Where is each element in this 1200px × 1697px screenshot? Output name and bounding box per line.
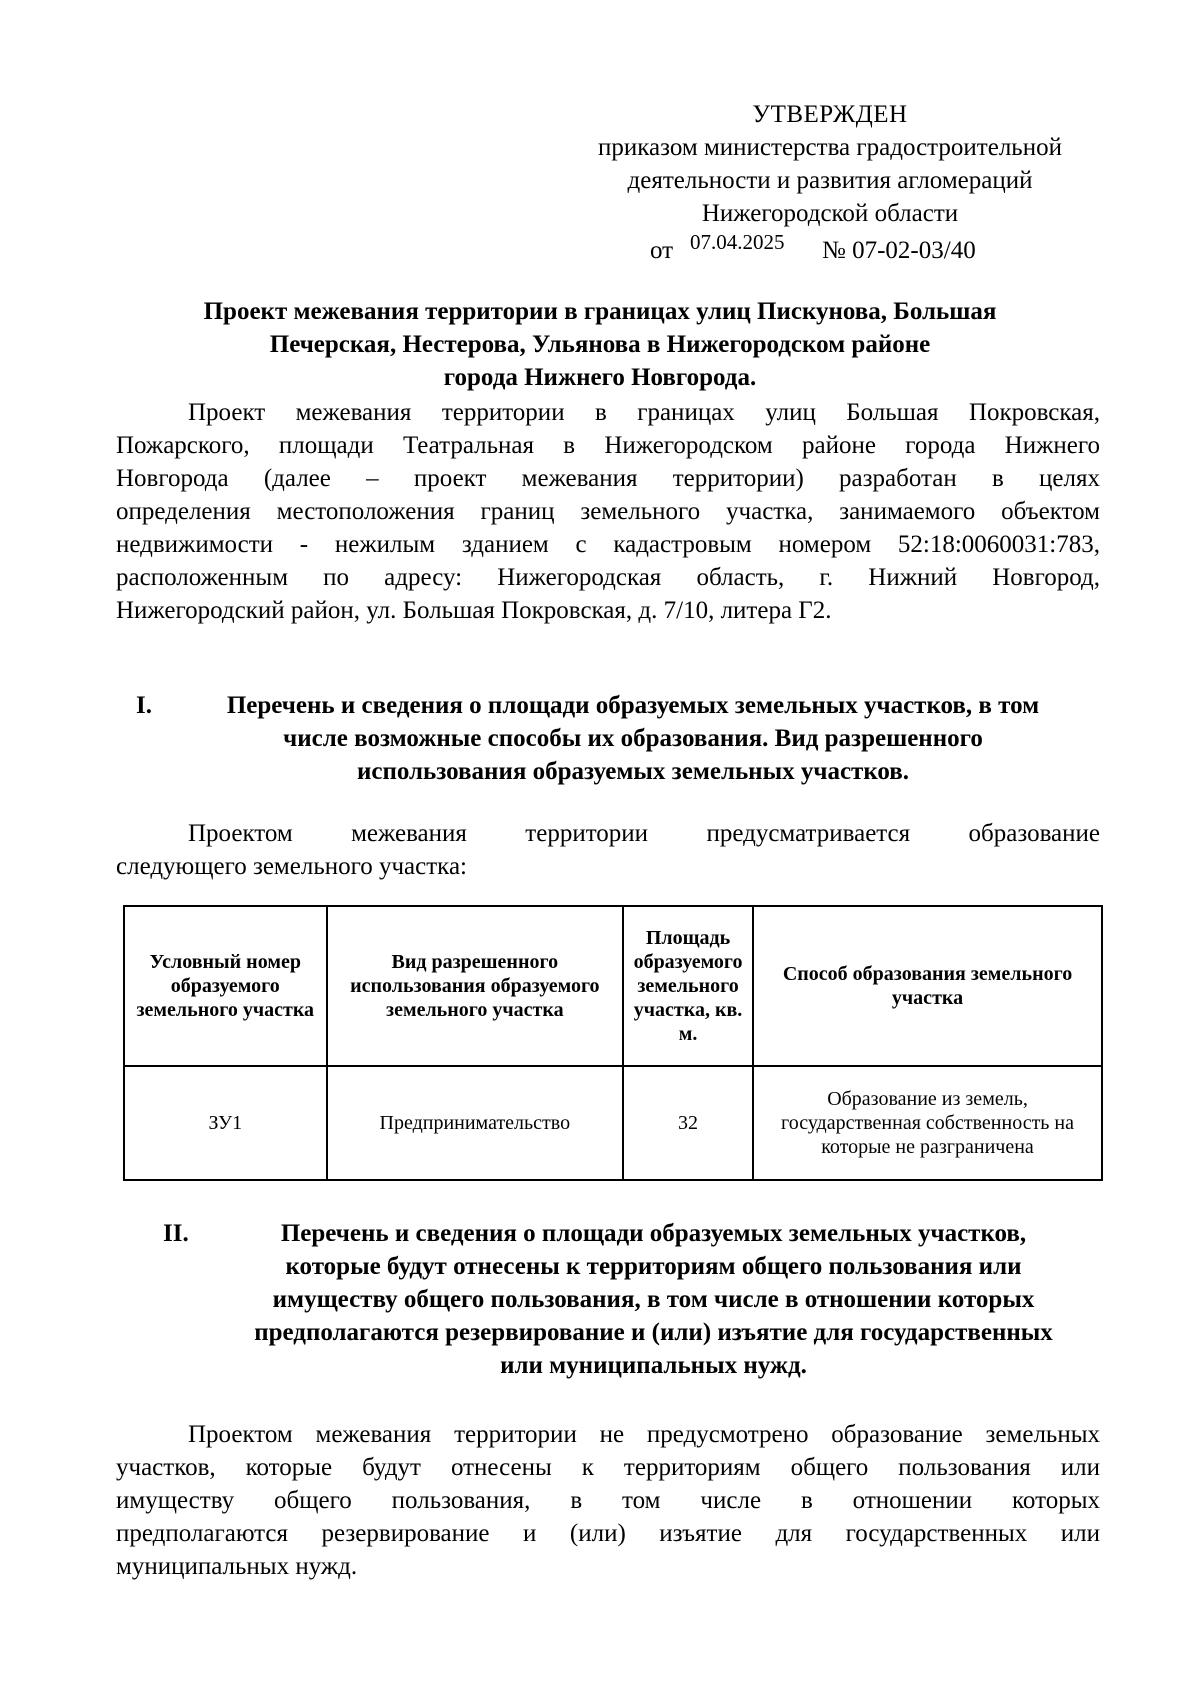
paragraph-line: Нижегородский район, ул. Большая Покровская, д. 7/10, литера Г2.	[116, 597, 832, 624]
section-1-paragraph	[116, 817, 1100, 883]
table-header-cell: Условный номер образуемого земельного участка	[124, 906, 327, 1066]
approval-line: Нижегородской области	[701, 200, 959, 227]
paragraph-line: предполагаются резервирование и (или) изъятие для государственных или	[116, 1520, 1100, 1547]
table-cell: 32	[623, 1066, 753, 1180]
heading-line: или муниципальных нужд.	[500, 1352, 807, 1379]
title-line: города Нижнего Новгорода.	[443, 364, 757, 391]
table-header-cell: Вид разрешенного использования образуемого земельного участка	[327, 906, 624, 1066]
document-title	[100, 295, 1100, 394]
paragraph-line: следующего земельного участка:	[116, 853, 467, 880]
heading-line: числе возможные способы их образования. Вид разрешенного	[283, 725, 983, 752]
order-date: 07.04.2025	[690, 230, 785, 254]
heading-line: предполагаются резервирование и (или) изъятие для государственных	[254, 1319, 1053, 1346]
paragraph-line: муниципальных нужд.	[116, 1553, 358, 1580]
table-header-cell: Способ образования земельного участка	[753, 906, 1102, 1066]
date-prefix: от	[650, 237, 674, 264]
paragraph-line: определения местоположения границ земельного участка, занимаемого объектом	[116, 498, 1100, 525]
table-cell: Образование из земель, государственная собственность на которые не разграничена	[753, 1066, 1102, 1180]
paragraph-line: имуществу общего пользования, в том числе в отношении которых	[116, 1487, 1100, 1514]
section-2-heading	[163, 1217, 1100, 1382]
table-cell: Предпринимательство	[327, 1066, 624, 1180]
table-header-row	[124, 906, 1102, 1066]
approval-line: деятельности и развития агломераций	[627, 167, 1033, 194]
table-header-cell: Площадь образуемого земельного участка, кв. м.	[623, 906, 753, 1066]
section-number: I.	[136, 692, 152, 719]
paragraph-line: расположенным по адресу: Нижегородская область, г. Нижний Новгород,	[116, 564, 1100, 591]
heading-line: Перечень и сведения о площади образуемых земельных участков, в том	[226, 692, 1040, 719]
heading-line: которые будут отнесены к территориям общего пользования или	[285, 1253, 1022, 1280]
section-1-heading	[136, 689, 1100, 788]
table-cell: ЗУ1	[124, 1066, 327, 1180]
order-number: № 07-02-03/40	[822, 237, 976, 264]
heading-line: использования образуемых земельных участков.	[356, 758, 910, 785]
section-2-paragraph	[116, 1418, 1100, 1583]
paragraph-line: Проект межевания территории в границах улиц Большая Покровская,	[188, 399, 1100, 426]
approval-line: приказом министерства градостроительной	[598, 134, 1062, 161]
table-row	[124, 1066, 1102, 1180]
title-line: Печерская, Нестерова, Ульянова в Нижегородском районе	[269, 331, 931, 358]
approval-block	[560, 98, 1100, 264]
paragraph-line: Проектом межевания территории не предусмотрено образование земельных	[188, 1421, 1100, 1448]
heading-line: имуществу общего пользования, в том числе в отношении которых	[272, 1286, 1035, 1313]
heading-line: Перечень и сведения о площади образуемых земельных участков,	[280, 1220, 1027, 1247]
paragraph-line: Проектом межевания территории предусматривается образование	[188, 820, 1100, 847]
land-plots-table	[123, 905, 1103, 1181]
section-number: II.	[163, 1220, 189, 1247]
intro-paragraph	[116, 396, 1100, 627]
approval-date-line	[560, 230, 1100, 264]
title-line: Проект межевания территории в границах улиц Пискунова, Большая	[203, 298, 997, 325]
paragraph-line: Новгорода (далее – проект межевания территории) разработан в целях	[116, 465, 1100, 492]
paragraph-line: недвижимости - нежилым зданием с кадастровым номером 52:18:0060031:783,	[116, 531, 1100, 558]
approval-title: УТВЕРЖДЕН	[752, 101, 908, 128]
paragraph-line: Пожарского, площади Театральная в Нижегородском районе города Нижнего	[116, 432, 1100, 459]
paragraph-line: участков, которые будут отнесены к территориям общего пользования или	[116, 1454, 1100, 1481]
